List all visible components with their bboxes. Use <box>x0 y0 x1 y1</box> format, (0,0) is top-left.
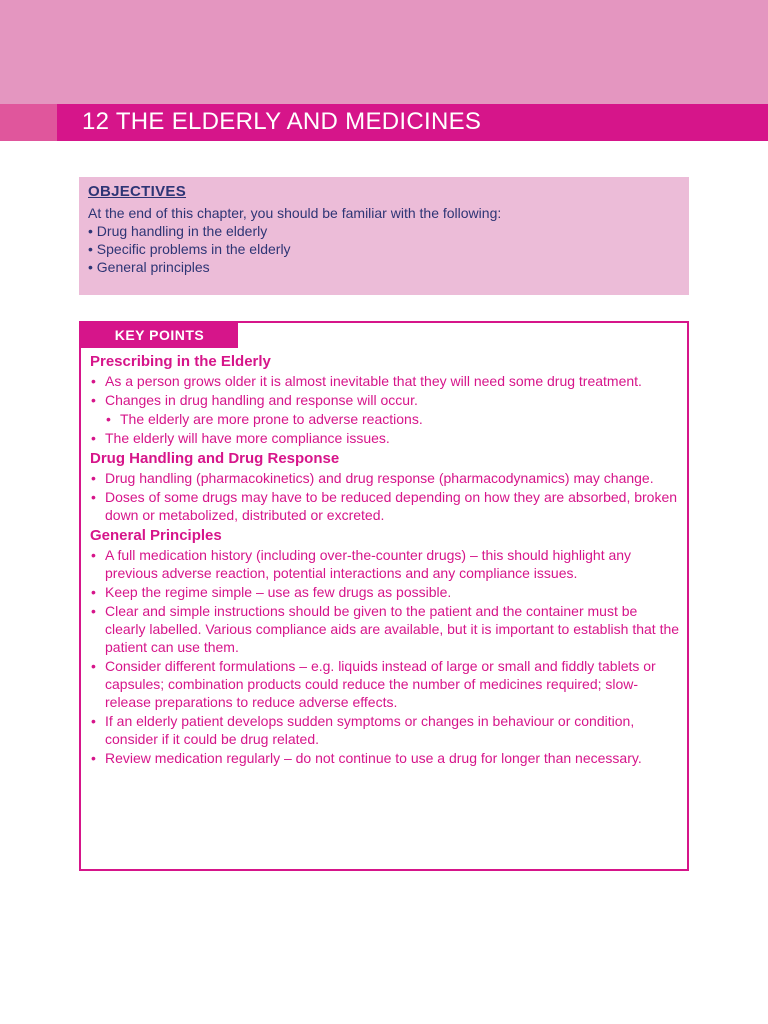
list-item: • Changes in drug handling and response will occur. <box>90 391 680 409</box>
prescribing-list <box>90 372 680 447</box>
objectives-intro: At the end of this chapter, you should be familiar with the following: <box>88 205 502 221</box>
section-title-drug-handling: Drug Handling and Drug Response <box>90 450 340 467</box>
list-item: • Clear and simple instructions should be given to the patient and the container must be clearly labelled. Various compliance aids are available, but it is important to establish that the patient can use them. <box>90 602 680 656</box>
list-item: • The elderly will have more compliance issues. <box>90 429 680 447</box>
objectives-item: • Specific problems in the elderly <box>88 241 291 257</box>
objectives-heading: OBJECTIVES <box>88 183 187 200</box>
list-item: • Review medication regularly – do not continue to use a drug for longer than necessary. <box>90 749 680 767</box>
title-bar-main <box>57 104 768 141</box>
chapter-title-bar <box>0 104 768 141</box>
list-item: • A full medication history (including over-the-counter drugs) – this should highlight any previous adverse reaction, potential interactions and any compliance issues. <box>90 546 680 582</box>
key-points-content <box>90 352 680 769</box>
list-item: • Doses of some drugs may have to be reduced depending on how they are absorbed, broken down or metabolized, distributed or excreted. <box>90 488 680 524</box>
drug-handling-list <box>90 469 680 524</box>
objectives-box <box>79 177 689 295</box>
objectives-item: • General principles <box>88 259 210 275</box>
general-principles-list <box>90 546 680 767</box>
list-item: • If an elderly patient develops sudden symptoms or changes in behaviour or condition, consider if it could be drug related. <box>90 712 680 748</box>
list-item: • Drug handling (pharmacokinetics) and drug response (pharmacodynamics) may change. <box>90 469 680 487</box>
objectives-list <box>88 222 680 276</box>
top-decorative-band <box>0 0 768 104</box>
objectives-item: • Drug handling in the elderly <box>88 223 268 239</box>
key-points-tab: KEY POINTS <box>81 323 238 348</box>
list-item: • As a person grows older it is almost inevitable that they will need some drug treatment. <box>90 372 680 390</box>
key-points-box <box>79 321 689 871</box>
chapter-title: 12 THE ELDERLY AND MEDICINES <box>82 108 482 135</box>
list-item: • Keep the regime simple – use as few drugs as possible. <box>90 583 680 601</box>
list-subitem: • The elderly are more prone to adverse reactions. <box>90 410 680 428</box>
section-title-prescribing: Prescribing in the Elderly <box>90 353 271 370</box>
title-bar-tab <box>0 104 57 141</box>
section-title-general-principles: General Principles <box>90 527 222 544</box>
list-item: • Consider different formulations – e.g. liquids instead of large or small and fiddly tablets or capsules; combination products could reduce the number of medicines required; slow-release preparations to reduce adverse effects. <box>90 657 680 711</box>
